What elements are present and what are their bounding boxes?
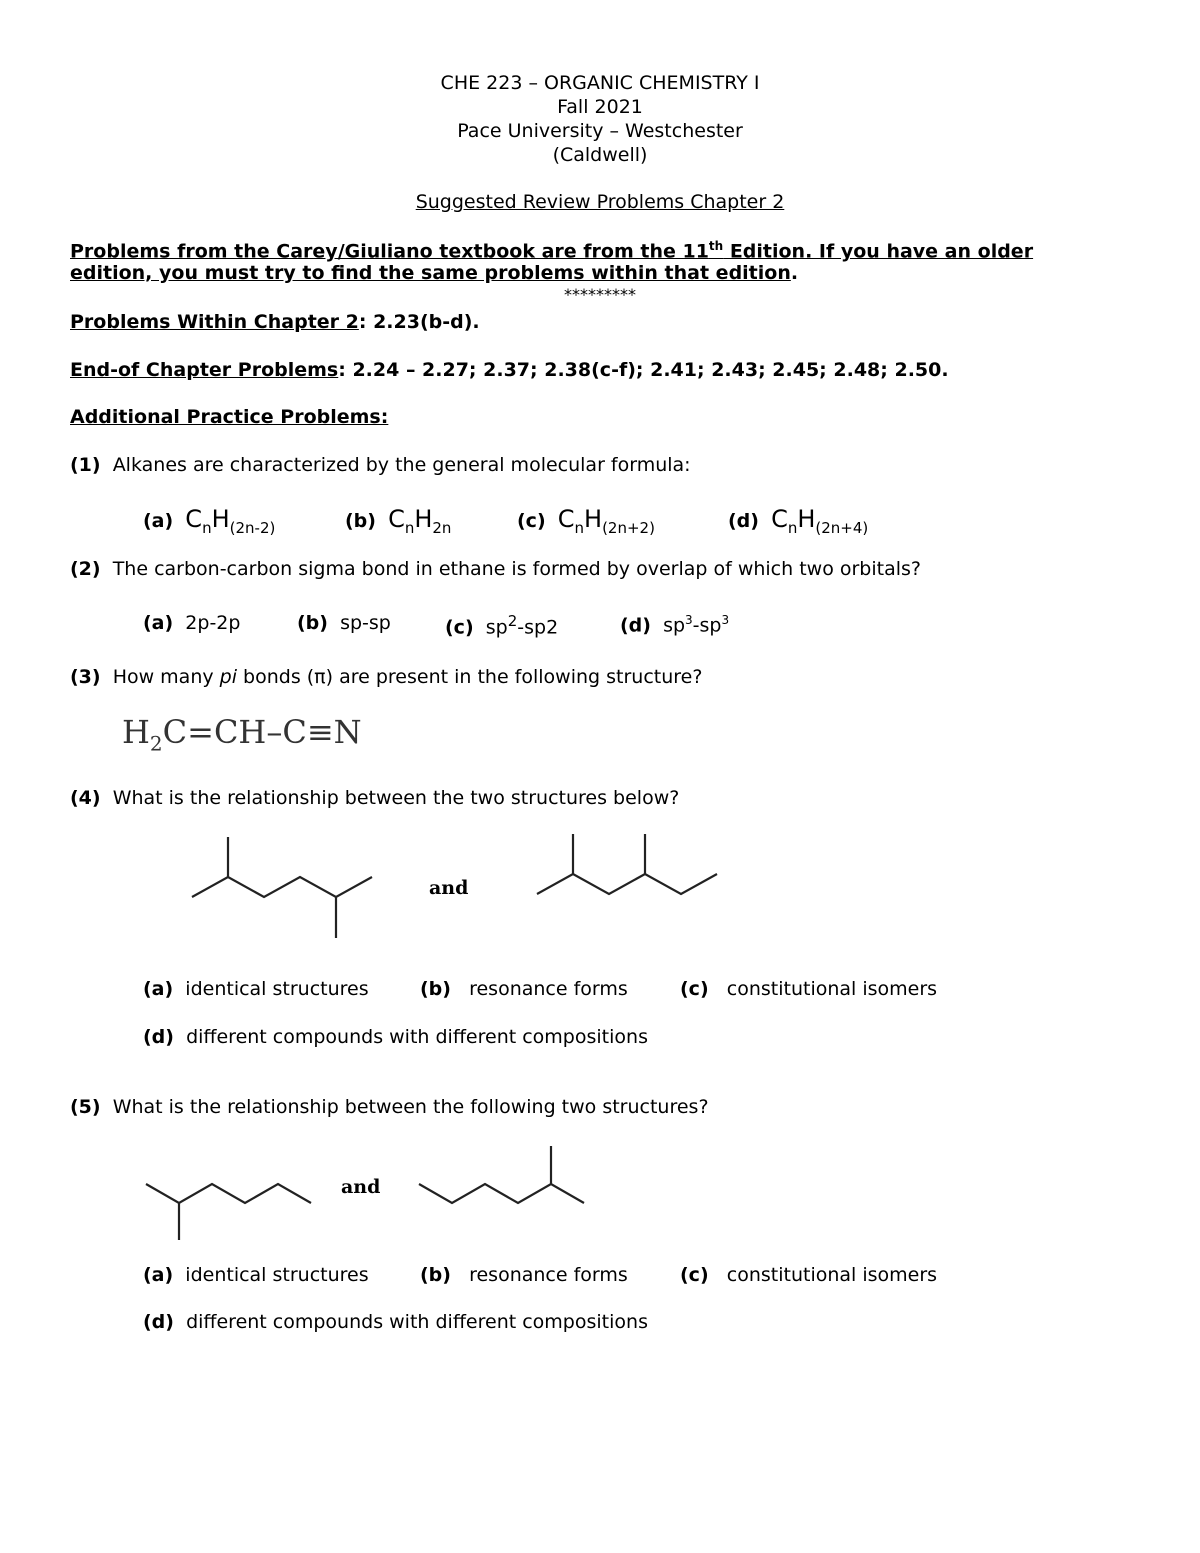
q2-option-d: (d) $sp^3-sp^3$ — [620, 613, 730, 637]
q5-option-a: (a) identical structures — [143, 1264, 369, 1286]
q5-option-b: (b) resonance forms — [420, 1264, 628, 1286]
q2-option-c: (c) $sp^2-sp2$ — [445, 612, 559, 639]
formula: $C_nH_{(2n+2)}$ — [557, 505, 655, 537]
question-text: What is the relationship between the two structures below? — [112, 787, 680, 809]
school: Pace University – Westchester — [457, 120, 743, 142]
and-label: and — [341, 1176, 381, 1198]
question-5 — [70, 1098, 709, 1117]
separator: ********* — [564, 285, 636, 304]
notice-pre: Problems from the Carey/Giuliano textbook are from the 11 — [70, 240, 709, 263]
q4-structure-1 — [192, 837, 372, 938]
notice-line2-text: edition, you must try to find the same problems within that edition — [70, 262, 791, 284]
question-text: What is the relationship between the following two structures? — [112, 1096, 709, 1118]
question-number: (2) — [70, 558, 101, 580]
notice-post: Edition. If you have an older — [723, 240, 1034, 263]
q4-option-c: (c) constitutional isomers — [680, 978, 938, 1000]
question-text: The carbon-carbon sigma bond in ethane is formed by overlap of which two orbitals? — [112, 558, 921, 580]
page-title: Suggested Review Problems Chapter 2 — [415, 191, 785, 213]
question-number: (4) — [70, 787, 101, 809]
question-text: Alkanes are characterized by the general molecular formula: — [112, 454, 691, 476]
notice-line2-tail: . — [790, 262, 799, 284]
within-label: Problems Within Chapter 2 — [70, 311, 359, 333]
q5-structure-1 — [146, 1184, 311, 1240]
formula: $C_nH_{(2n-2)}$ — [185, 505, 276, 537]
q4-option-d: (d) different compounds with different compositions — [143, 1026, 648, 1048]
question-3: (3) How many pi bonds (π) are present in the following structure? — [70, 666, 703, 688]
term: Fall 2021 — [557, 96, 643, 118]
and-label: and — [429, 877, 469, 899]
instructor: (Caldwell) — [552, 144, 648, 166]
q4-structure-2 — [537, 834, 717, 894]
q2-option-a: (a) 2p-2p — [143, 612, 241, 634]
q4-option-b: (b) resonance forms — [420, 978, 628, 1000]
course-title: CHE 223 – ORGANIC CHEMISTRY I — [440, 72, 760, 94]
question-number: (1) — [70, 454, 101, 476]
acrylonitrile-structure: $H_2C=CH-C\equiv N$ — [122, 713, 362, 756]
question-number: (3) — [70, 666, 101, 688]
q1-option-b: (b) $C_nH_{2n}$ — [345, 505, 452, 537]
question-number: (5) — [70, 1096, 101, 1118]
q5-structure-2 — [419, 1146, 584, 1203]
eoc-label: End-of Chapter Problems — [70, 359, 339, 381]
q1-option-d: (d) $C_nH_{(2n+4)}$ — [728, 505, 869, 537]
additional-heading: Additional Practice Problems: — [70, 406, 389, 428]
q4-option-a: (a) identical structures — [143, 978, 369, 1000]
q1-option-c: (c) $C_nH_{(2n+2)}$ — [517, 505, 655, 537]
q2-option-b: (b) sp-sp — [297, 612, 391, 634]
within-value: : 2.23(b-d). — [358, 311, 480, 333]
q5-option-d: (d) different compounds with different compositions — [143, 1311, 648, 1333]
q5-option-c: (c) constitutional isomers — [680, 1264, 938, 1286]
eoc-value: : 2.24 – 2.27; 2.37; 2.38(c-f); 2.41; 2.43; 2.45; 2.48; 2.50. — [338, 359, 949, 381]
q1-option-a: (a) $C_nH_{(2n-2)}$ — [143, 505, 276, 537]
notice-sup: th — [708, 239, 724, 253]
formula: $C_nH_{2n}$ — [388, 505, 452, 537]
formula: $C_nH_{(2n+4)}$ — [771, 505, 869, 537]
